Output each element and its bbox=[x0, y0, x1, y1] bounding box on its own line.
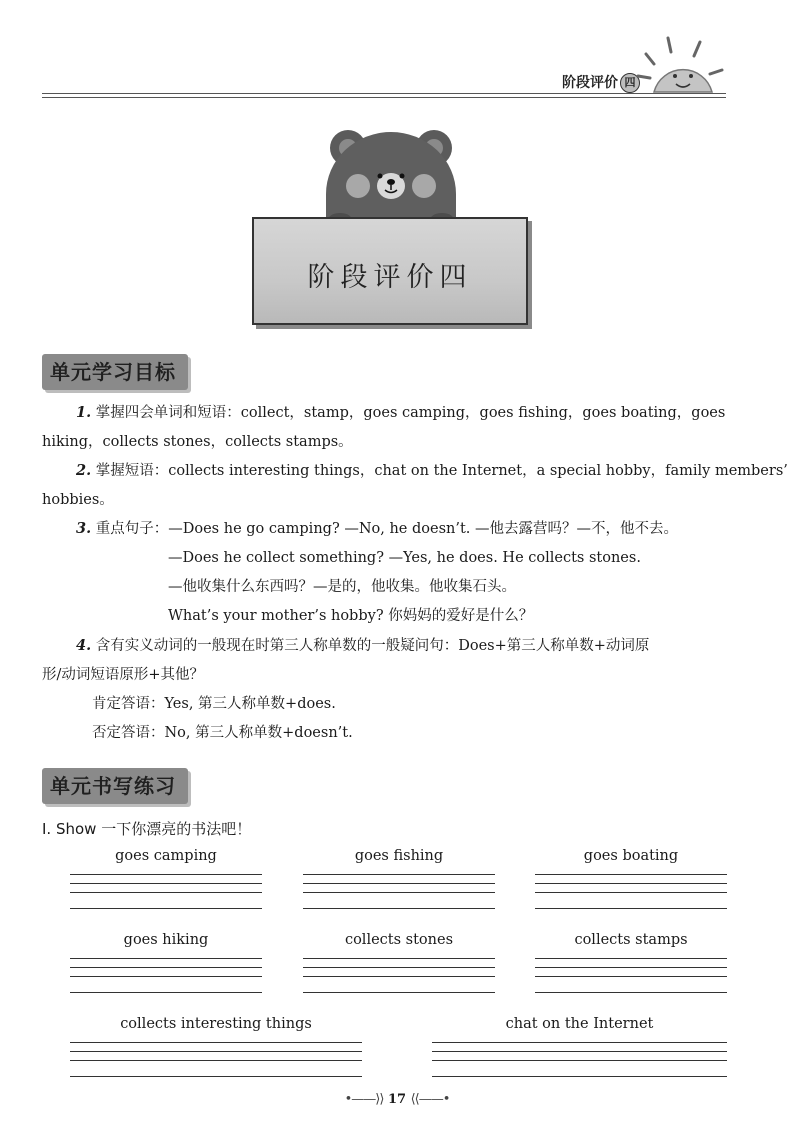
writing-line[interactable] bbox=[535, 908, 727, 909]
answer-negative: 否定答语：No, 第三人称单数+doesn’t. bbox=[92, 725, 353, 741]
goal-4-line-2: 形/动词短语原形+其他？ bbox=[42, 667, 205, 683]
writing-line[interactable] bbox=[70, 992, 262, 993]
running-header-badge: 四 bbox=[620, 73, 640, 93]
bear-illustration bbox=[318, 124, 468, 224]
goal-1-line-2: hiking，collects stones，collects stamps。 bbox=[42, 434, 353, 450]
writing-phrase: collects stones bbox=[344, 932, 454, 948]
writing-phrase: goes hiking bbox=[123, 932, 209, 948]
running-header-text: 阶段评价 bbox=[562, 75, 618, 91]
writing-block bbox=[70, 932, 262, 994]
writing-line[interactable] bbox=[70, 1051, 362, 1052]
goal-4-line-1 bbox=[76, 636, 649, 656]
section-heading-writing: 单元书写练习 bbox=[42, 768, 188, 804]
writing-line[interactable] bbox=[432, 1076, 727, 1077]
goal-1-line-1 bbox=[76, 403, 725, 423]
writing-block bbox=[70, 848, 262, 910]
writing-phrase: goes fishing bbox=[354, 848, 444, 864]
goal-text: 掌握四会单词和短语：collect，stamp，goes camping，goes fishing，goes boating，goes bbox=[95, 405, 726, 421]
answer-positive: 肯定答语：Yes, 第三人称单数+does. bbox=[92, 696, 336, 712]
writing-line[interactable] bbox=[535, 992, 727, 993]
goal-number: 3. bbox=[76, 520, 92, 537]
header-rule-thin bbox=[42, 97, 726, 98]
writing-line[interactable] bbox=[70, 967, 262, 968]
writing-block bbox=[70, 1016, 362, 1078]
writing-line[interactable] bbox=[535, 976, 727, 977]
writing-line[interactable] bbox=[70, 874, 262, 875]
page-number: 17 bbox=[387, 1092, 407, 1107]
writing-line[interactable] bbox=[535, 892, 727, 893]
key-sentence: —他收集什么东西吗？—是的，他收集。他收集石头。 bbox=[168, 579, 516, 595]
writing-line[interactable] bbox=[303, 958, 495, 959]
footer-ornament-left-icon: •——⟩⟩ bbox=[344, 1092, 384, 1107]
writing-block bbox=[432, 1016, 727, 1078]
goal-2-line-1 bbox=[76, 461, 788, 481]
writing-line[interactable] bbox=[303, 967, 495, 968]
writing-block bbox=[303, 848, 495, 910]
writing-line[interactable] bbox=[70, 1042, 362, 1043]
writing-phrase: chat on the Internet bbox=[505, 1016, 654, 1032]
page-footer bbox=[0, 1092, 794, 1107]
writing-line[interactable] bbox=[70, 958, 262, 959]
writing-line[interactable] bbox=[535, 883, 727, 884]
exercise-title: Ⅰ. Show 一下你漂亮的书法吧！ bbox=[42, 820, 252, 838]
writing-line[interactable] bbox=[432, 1042, 727, 1043]
writing-line[interactable] bbox=[535, 874, 727, 875]
footer-ornament-right-icon: ⟨⟨——• bbox=[410, 1092, 450, 1107]
writing-phrase: collects stamps bbox=[574, 932, 688, 948]
writing-line[interactable] bbox=[70, 1076, 362, 1077]
writing-line[interactable] bbox=[70, 976, 262, 977]
writing-line[interactable] bbox=[303, 992, 495, 993]
goal-text: 含有实义动词的一般现在时第三人称单数的一般疑问句：Does+第三人称单数+动词原 bbox=[95, 638, 650, 654]
title-plate bbox=[252, 217, 528, 325]
writing-line[interactable] bbox=[432, 1051, 727, 1052]
goal-text: 掌握短语：collects interesting things，chat on the Internet，a special hobby，family members’ bbox=[95, 463, 788, 479]
writing-line[interactable] bbox=[70, 883, 262, 884]
goal-label: 重点句子： bbox=[95, 521, 169, 537]
writing-phrase: goes camping bbox=[115, 848, 217, 864]
key-sentence: What’s your mother’s hobby? 你妈妈的爱好是什么？ bbox=[168, 608, 534, 624]
writing-block bbox=[535, 932, 727, 994]
writing-line[interactable] bbox=[303, 883, 495, 884]
goal-2-line-2: hobbies。 bbox=[42, 492, 114, 508]
writing-line[interactable] bbox=[432, 1060, 727, 1061]
writing-line[interactable] bbox=[535, 967, 727, 968]
writing-line[interactable] bbox=[70, 892, 262, 893]
running-header bbox=[562, 72, 640, 93]
section-heading-goals: 单元学习目标 bbox=[42, 354, 188, 390]
writing-line[interactable] bbox=[303, 892, 495, 893]
page-title: 阶段评价四 bbox=[307, 262, 473, 293]
writing-line[interactable] bbox=[70, 908, 262, 909]
writing-line[interactable] bbox=[535, 958, 727, 959]
writing-line[interactable] bbox=[303, 874, 495, 875]
writing-phrase: collects interesting things bbox=[120, 1016, 312, 1032]
writing-line[interactable] bbox=[303, 976, 495, 977]
writing-block bbox=[535, 848, 727, 910]
key-sentence: —Does he go camping? —No, he doesn’t. —他去露营吗？—不，他不去。 bbox=[168, 521, 679, 537]
key-sentence: —Does he collect something? —Yes, he does. He collects stones. bbox=[168, 550, 641, 566]
writing-line[interactable] bbox=[303, 908, 495, 909]
goal-number: 1. bbox=[76, 404, 92, 421]
goal-number: 2. bbox=[76, 462, 92, 479]
goal-3-line-1 bbox=[76, 519, 678, 539]
sun-icon bbox=[632, 34, 732, 98]
goal-number: 4. bbox=[76, 637, 92, 654]
header-rule bbox=[42, 93, 726, 94]
writing-line[interactable] bbox=[70, 1060, 362, 1061]
writing-block bbox=[303, 932, 495, 994]
writing-phrase: goes boating bbox=[583, 848, 679, 864]
